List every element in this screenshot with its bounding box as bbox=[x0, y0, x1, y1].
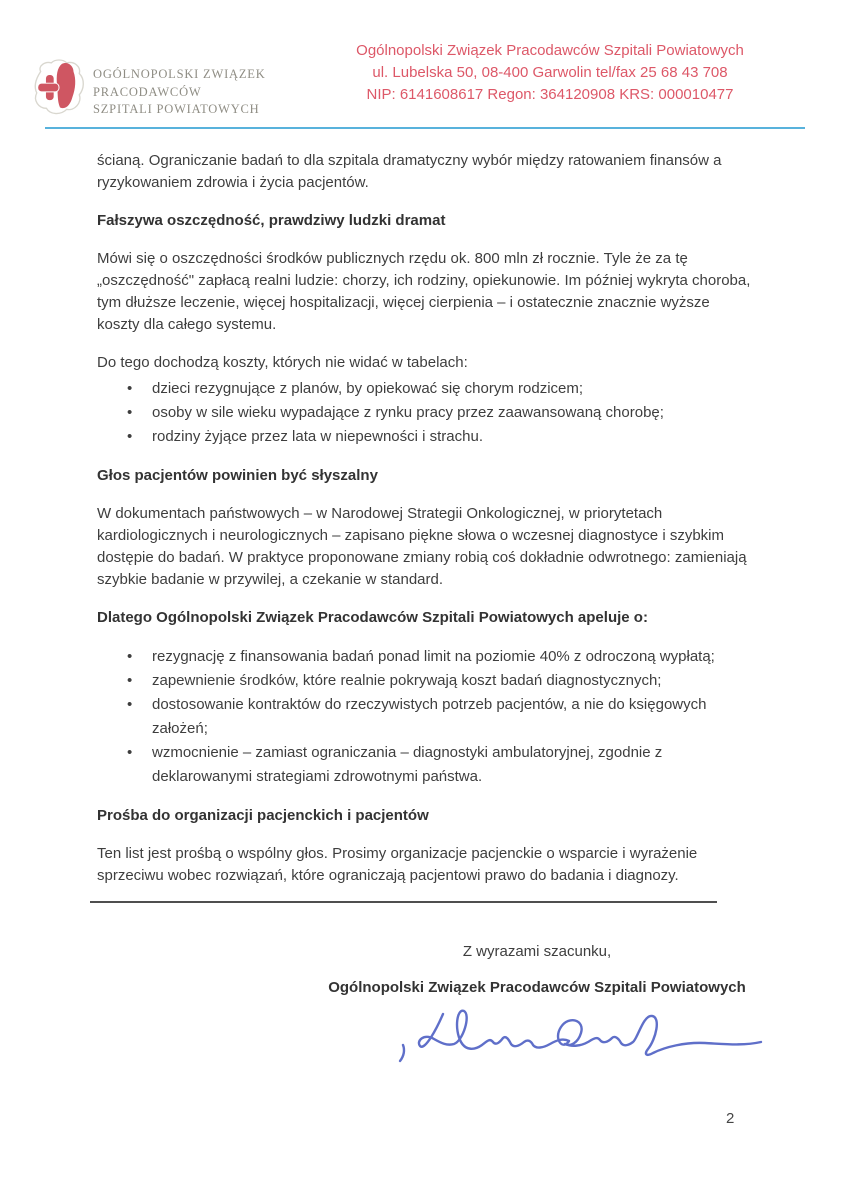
page-number: 2 bbox=[726, 1110, 735, 1127]
paragraph-savings: Mówi się o oszczędności środków publicznych rzędu ok. 800 mln zł rocznie. Tyle że za tę „oszczędność" zapłacą realni ludzie: chorzy, ich rodziny, opiekunowie. Im później wykryta choroba, tym dłuższe leczenie, więcej hospitalizacji, więcej cierpienia – i ostatecznie znacznie wyższe koszty dla całego systemu. bbox=[97, 250, 751, 333]
heading-false-savings: Fałszywa oszczędność, prawdziwy ludzki dramat bbox=[97, 212, 446, 229]
list-item: • dostosowanie kontraktów do rzeczywistych potrzeb pacjentów, a nie do księgowych założeń; bbox=[97, 693, 757, 741]
header-contact-block bbox=[330, 40, 770, 106]
contact-address: ul. Lubelska 50, 08-400 Garwolin tel/fax 25 68 43 708 bbox=[372, 64, 728, 81]
logo-org-line: SZPITALI POWIATOWYCH bbox=[93, 102, 260, 116]
letter-body bbox=[97, 140, 757, 1079]
list-item: • rezygnację z finansowania badań ponad limit na poziomie 40% z odroczoną wypłatą; bbox=[97, 645, 757, 669]
logo-org-line: PRACODAWCÓW bbox=[93, 84, 202, 99]
closing-signer-name: Ogólnopolski Związek Pracodawców Szpitali Powiatowych bbox=[328, 979, 746, 996]
list-item: • wzmocnienie – zamiast ograniczania – diagnostyki ambulatoryjnej, zgodnie z deklarowanymi strategiami zdrowotnymi państwa. bbox=[97, 741, 757, 789]
list-item: • rodziny żyjące przez lata w niepewności i strachu. bbox=[97, 425, 757, 449]
contact-registry-numbers: NIP: 6141608617 Regon: 364120908 KRS: 000010477 bbox=[366, 86, 734, 103]
heading-appeal: Dlatego Ogólnopolski Związek Pracodawców Szpitali Powiatowych apeluje o: bbox=[97, 609, 648, 626]
paragraph-patients-voice: W dokumentach państwowych – w Narodowej Strategii Onkologicznej, w priorytetach kardiologicznych i neurologicznych – zapisano piękne słowa o wczesnej diagnostyce i szybkim dostępie do badań. W praktyce proponowane zmiany robią coś dokładnie odwrotnego: zamieniają szybkie badanie w przywilej, a czekanie w standard. bbox=[97, 505, 747, 588]
list-item: • osoby w sile wieku wypadające z rynku pracy przez zaawansowaną chorobę; bbox=[97, 401, 757, 425]
hidden-costs-list bbox=[97, 377, 757, 449]
poland-map-cross-logo-icon bbox=[30, 56, 88, 122]
handwritten-signature-icon bbox=[387, 1001, 787, 1079]
closing-block bbox=[327, 941, 747, 1079]
list-item: • zapewnienie środków, które realnie pokrywają koszt badań diagnostycznych; bbox=[97, 669, 757, 693]
paragraph-request: Ten list jest prośbą o wspólny głos. Prosimy organizacje pacjenckie o wsparcie i wyrażenie sprzeciwu wobec rozwiązań, które ograniczają pacjentowi prawo do badania i diagnozy. bbox=[97, 845, 698, 884]
list-item: • dzieci rezygnujące z planów, by opiekować się chorym rodzicem; bbox=[97, 377, 757, 401]
paragraph-hidden-costs-lead: Do tego dochodzą koszty, których nie widać w tabelach: bbox=[97, 354, 468, 371]
header-rule bbox=[45, 127, 805, 129]
contact-org-name: Ogólnopolski Związek Pracodawców Szpitali Powiatowych bbox=[356, 42, 744, 59]
signature-divider-rule bbox=[90, 901, 717, 903]
appeal-list bbox=[97, 645, 757, 789]
logo-org-line: OGÓLNOPOLSKI ZWIĄZEK bbox=[93, 67, 266, 81]
heading-patients-voice: Głos pacjentów powinien być słyszalny bbox=[97, 467, 378, 484]
paragraph-intro: ścianą. Ograniczanie badań to dla szpitala dramatyczny wybór między ratowaniem finansów a ryzykowaniem zdrowia i życia pacjentów. bbox=[97, 152, 722, 191]
heading-request: Prośba do organizacji pacjenckich i pacjentów bbox=[97, 807, 429, 824]
letterhead bbox=[0, 0, 849, 140]
logo-org-name bbox=[93, 66, 266, 119]
closing-salutation: Z wyrazami szacunku, bbox=[462, 943, 612, 960]
